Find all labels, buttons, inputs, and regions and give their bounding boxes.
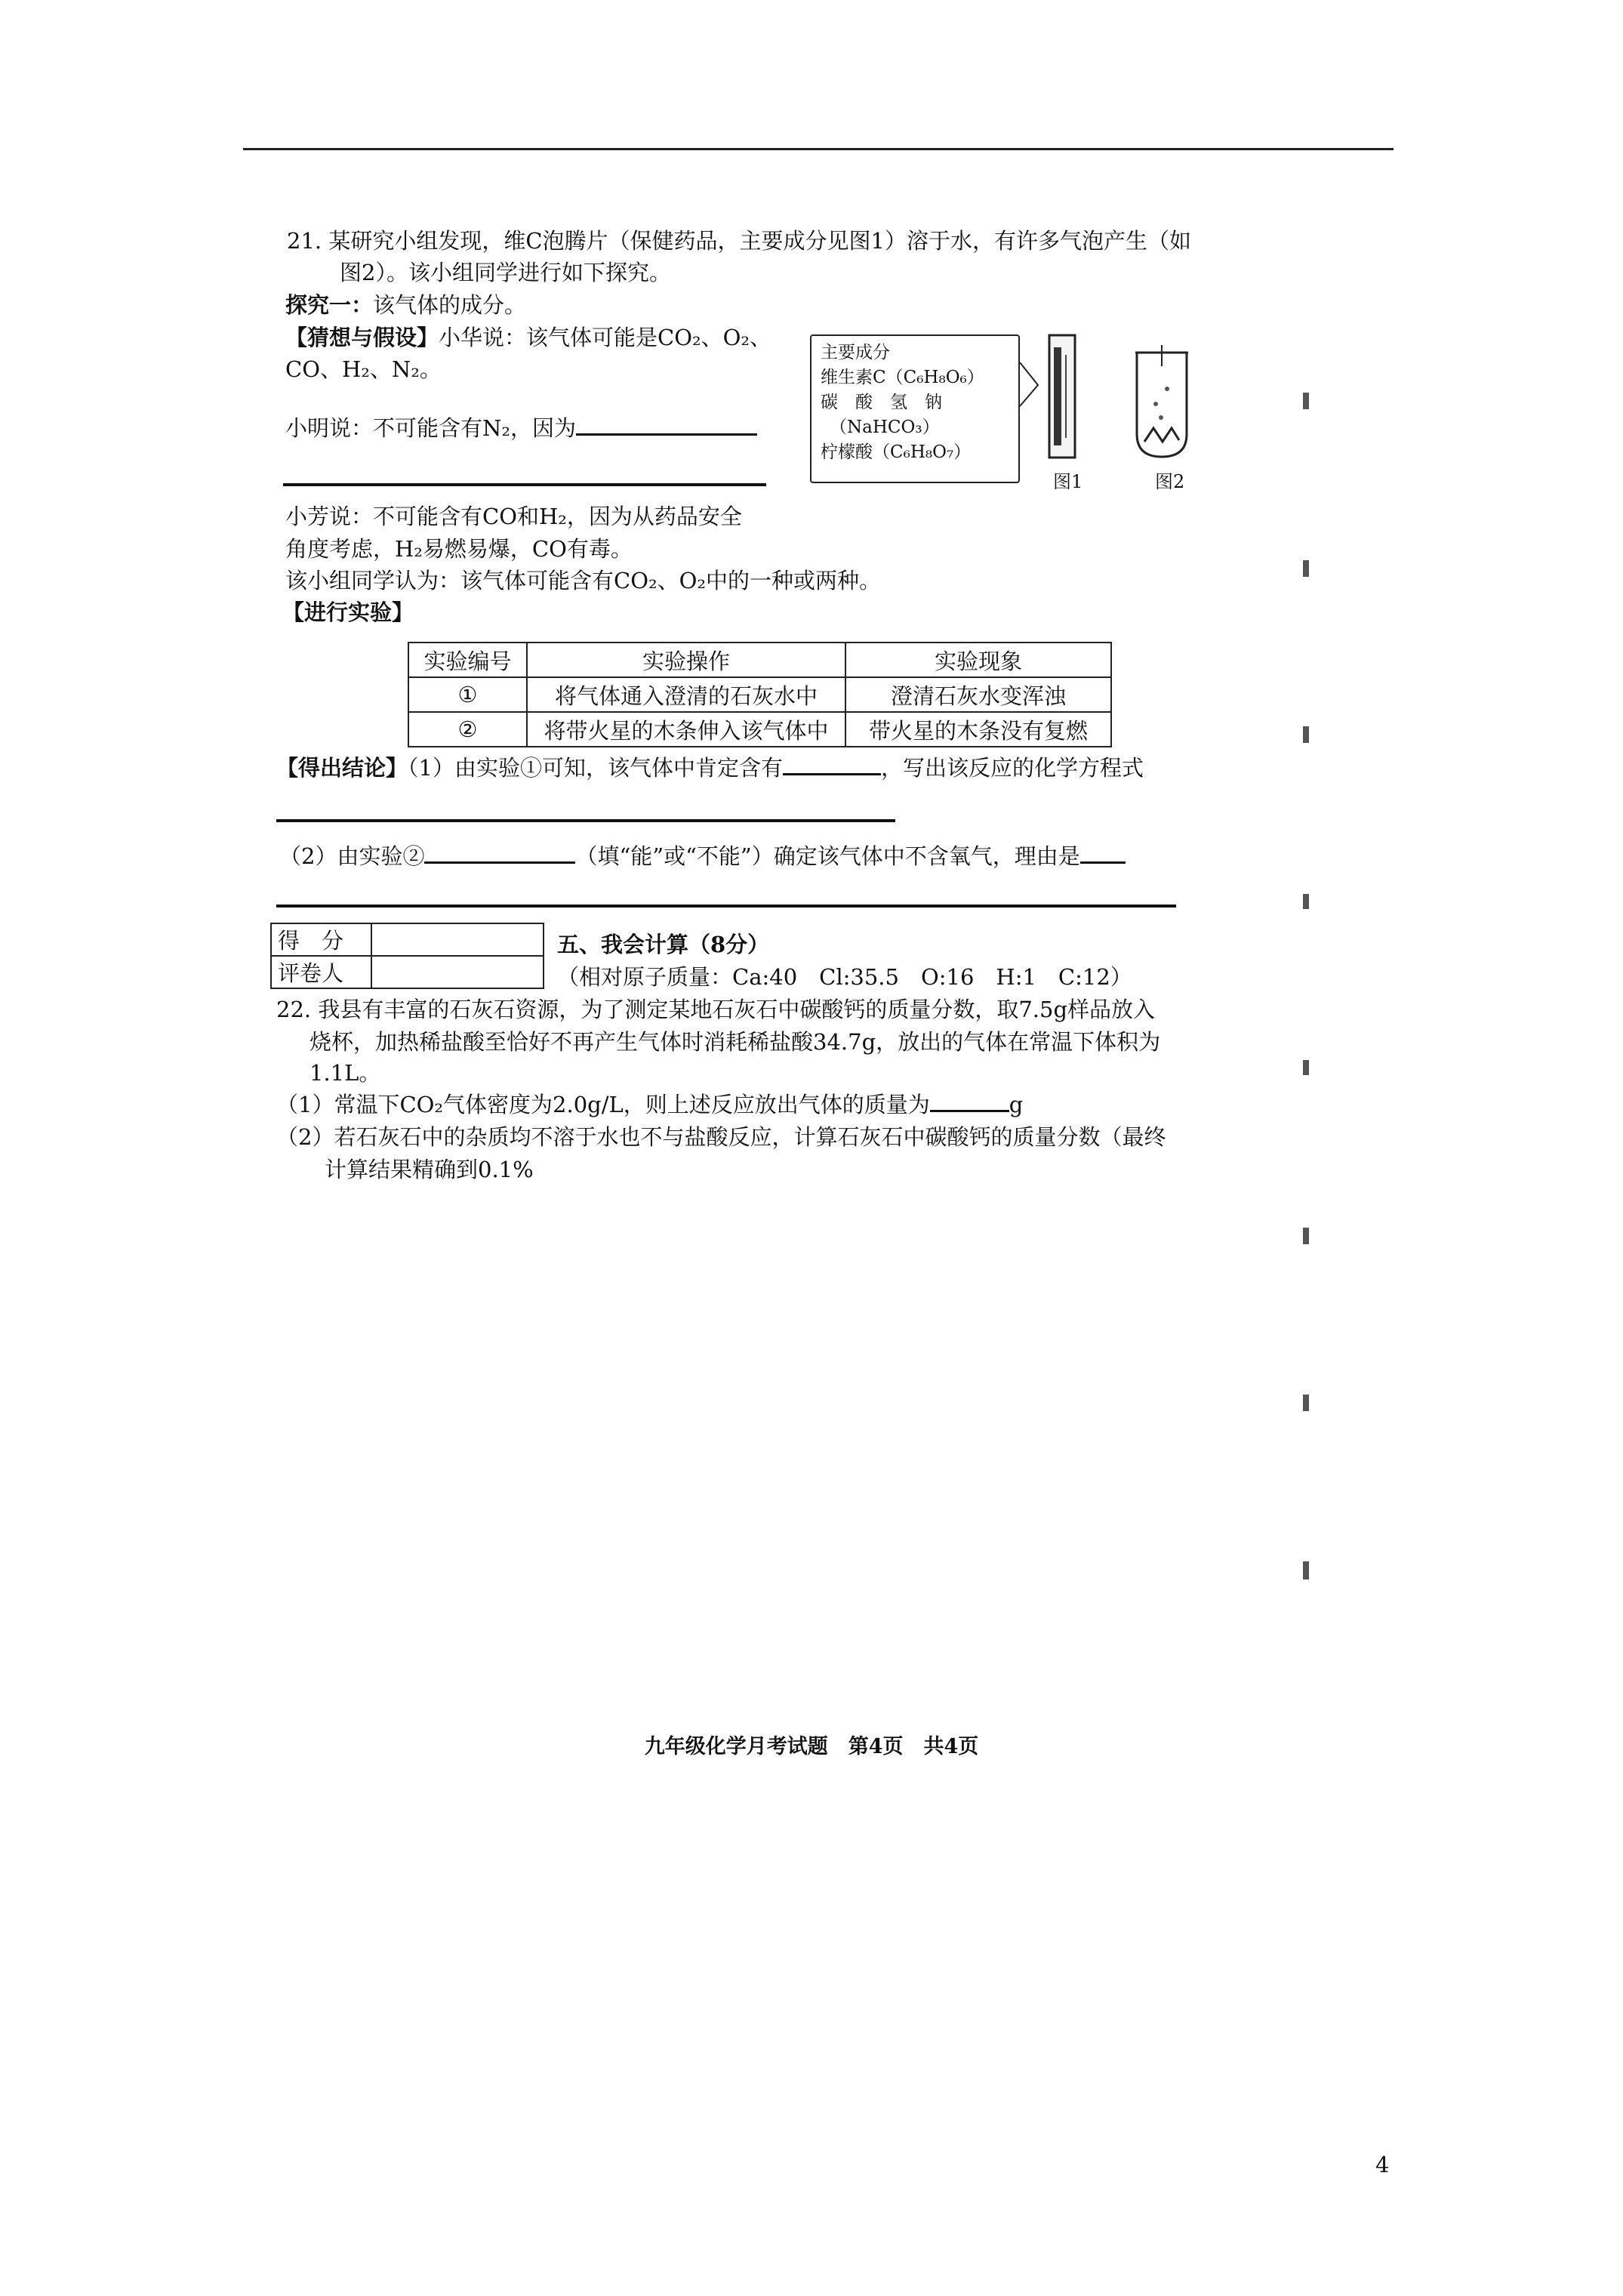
atomic-masses: （相对原子质量：Ca:40 Cl:35.5 O:16 H:1 C:12） xyxy=(557,964,1132,990)
q22-sub2-line2: 计算结果精确到0.1% xyxy=(325,1157,534,1182)
explore-text: 该气体的成分。 xyxy=(373,292,527,318)
gas-mass-unit: g xyxy=(1009,1092,1024,1117)
scan-edge-mark xyxy=(1303,560,1309,577)
scan-edge-mark xyxy=(1303,1395,1309,1411)
fig2-label: 图2 xyxy=(1155,471,1185,492)
explore-label: 探究一： xyxy=(285,292,374,318)
scan-edge-mark xyxy=(1303,1228,1309,1244)
group-line: 该小组同学认为：该气体可能含有CO₂、O₂中的一种或两种。 xyxy=(285,568,881,593)
ingredient-line4: 柠檬酸（C₆H₈O₇） xyxy=(821,442,972,462)
conclusion1-blank[interactable] xyxy=(783,773,881,775)
scan-edge-mark xyxy=(1303,894,1309,909)
q22-sub1-text: （1）常温下CO₂气体密度为2.0g/L，则上述反应放出气体的质量为 xyxy=(276,1092,930,1117)
table-cell: 将带火星的木条伸入该气体中 xyxy=(527,712,845,747)
q22-sub1 xyxy=(276,1090,1023,1119)
xiaoming-text: 小明说：不可能含有N₂，因为 xyxy=(285,415,577,441)
score-label: 得 分 xyxy=(271,923,371,956)
ingredient-title: 主要成分 xyxy=(821,343,890,362)
grader-row xyxy=(271,956,544,988)
scan-edge-mark xyxy=(1303,726,1309,743)
ingredient-line1: 维生素C（C₆H₈O₆） xyxy=(821,368,984,387)
hypothesis-line xyxy=(285,323,771,352)
q21-line1: 21. 某研究小组发现，维C泡腾片（保健药品，主要成分见图1）溶于水，有许多气泡产生（如 xyxy=(287,228,1191,254)
callout-tail xyxy=(1018,362,1041,408)
table-header: 实验操作 xyxy=(527,643,845,677)
grader-label: 评卷人 xyxy=(271,956,371,988)
ingredient-line3: （NaHCO₃） xyxy=(830,418,940,437)
grader-field[interactable] xyxy=(371,956,544,988)
page-footer: 九年级化学月考试题 第4页 共4页 xyxy=(644,1735,979,1758)
gas-mass-blank[interactable] xyxy=(930,1110,1009,1112)
score-value-field[interactable] xyxy=(371,923,544,956)
scan-edge-mark xyxy=(1303,1060,1309,1075)
table-cell: 带火星的木条没有复燃 xyxy=(845,712,1111,747)
q22-line1: 22. 我县有丰富的石灰石资源，为了测定某地石灰石中碳酸钙的质量分数，取7.5g样品放入 xyxy=(276,997,1156,1022)
explore-heading xyxy=(285,291,526,319)
conclusion1-text-b: ，写出该反应的化学方程式 xyxy=(880,755,1144,781)
conclusion1-line xyxy=(276,754,1144,782)
score-row xyxy=(271,923,544,956)
q22-line2: 烧杯，加热稀盐酸至恰好不再产生气体时消耗稀盐酸34.7g，放出的气体在常温下体积为 xyxy=(310,1029,1161,1055)
table-header: 实验现象 xyxy=(845,643,1111,677)
table-cell: 澄清石灰水变浑浊 xyxy=(845,677,1111,712)
xiaofang-line2: 角度考虑，H₂易燃易爆，CO有毒。 xyxy=(285,536,633,562)
section5-title: 五、我会计算（8分） xyxy=(557,932,770,957)
experiment-label: 【进行实验】 xyxy=(282,599,414,625)
xiaoming-blank[interactable] xyxy=(576,433,757,436)
tablet-tube-image xyxy=(1043,332,1081,461)
equation-blank[interactable] xyxy=(276,819,895,822)
score-box xyxy=(270,923,544,989)
hypothesis-line2: CO、H₂、N₂。 xyxy=(285,356,442,382)
q22-sub2-line1: （2）若石灰石中的杂质均不溶于水也不与盐酸反应，计算石灰石中碳酸钙的质量分数（最终 xyxy=(276,1124,1166,1150)
q21-line2: 图2）。该小组同学进行如下探究。 xyxy=(340,260,671,285)
conclusion2-text-b: （填“能”或“不能”）确定该气体中不含氧气，理由是 xyxy=(575,843,1080,869)
conclusion-label: 【得出结论】 xyxy=(276,755,408,781)
conclusion2-blank[interactable] xyxy=(424,861,575,864)
table-header-row xyxy=(408,643,1111,677)
ingredient-line2: 碳 酸 氢 钠 xyxy=(821,393,942,412)
experiment-table xyxy=(408,642,1112,747)
hypothesis-text: 小华说：该气体可能是CO₂、O₂、 xyxy=(439,325,772,350)
fig1-label: 图1 xyxy=(1053,471,1083,492)
xiaoming-line xyxy=(285,414,757,442)
scan-edge-mark xyxy=(1303,393,1309,409)
conclusion2-line xyxy=(279,842,1126,871)
header-rule xyxy=(243,148,1394,150)
conclusion1-text-a: （1）由实验①可知，该气体中肯定含有 xyxy=(408,755,783,781)
table-row xyxy=(408,712,1111,747)
ingredient-box xyxy=(810,334,1020,483)
xiaoming-blank-line2[interactable] xyxy=(283,483,766,486)
q22-line3: 1.1L。 xyxy=(310,1060,381,1086)
table-header: 实验编号 xyxy=(408,643,527,677)
hypothesis-label: 【猜想与假设】 xyxy=(285,325,439,350)
xiaofang-line1: 小芳说：不可能含有CO和H₂，因为从药品安全 xyxy=(285,504,742,529)
beaker-image xyxy=(1129,344,1194,464)
reason-blank-line2[interactable] xyxy=(276,905,1176,908)
conclusion2-text-a: （2）由实验② xyxy=(279,843,425,869)
reason-blank[interactable] xyxy=(1080,861,1126,864)
page-number: 4 xyxy=(1375,2152,1390,2177)
table-cell: 将气体通入澄清的石灰水中 xyxy=(527,677,845,712)
table-cell: ② xyxy=(408,712,527,747)
table-cell: ① xyxy=(408,677,527,712)
scan-edge-mark xyxy=(1303,1561,1309,1579)
table-row xyxy=(408,677,1111,712)
